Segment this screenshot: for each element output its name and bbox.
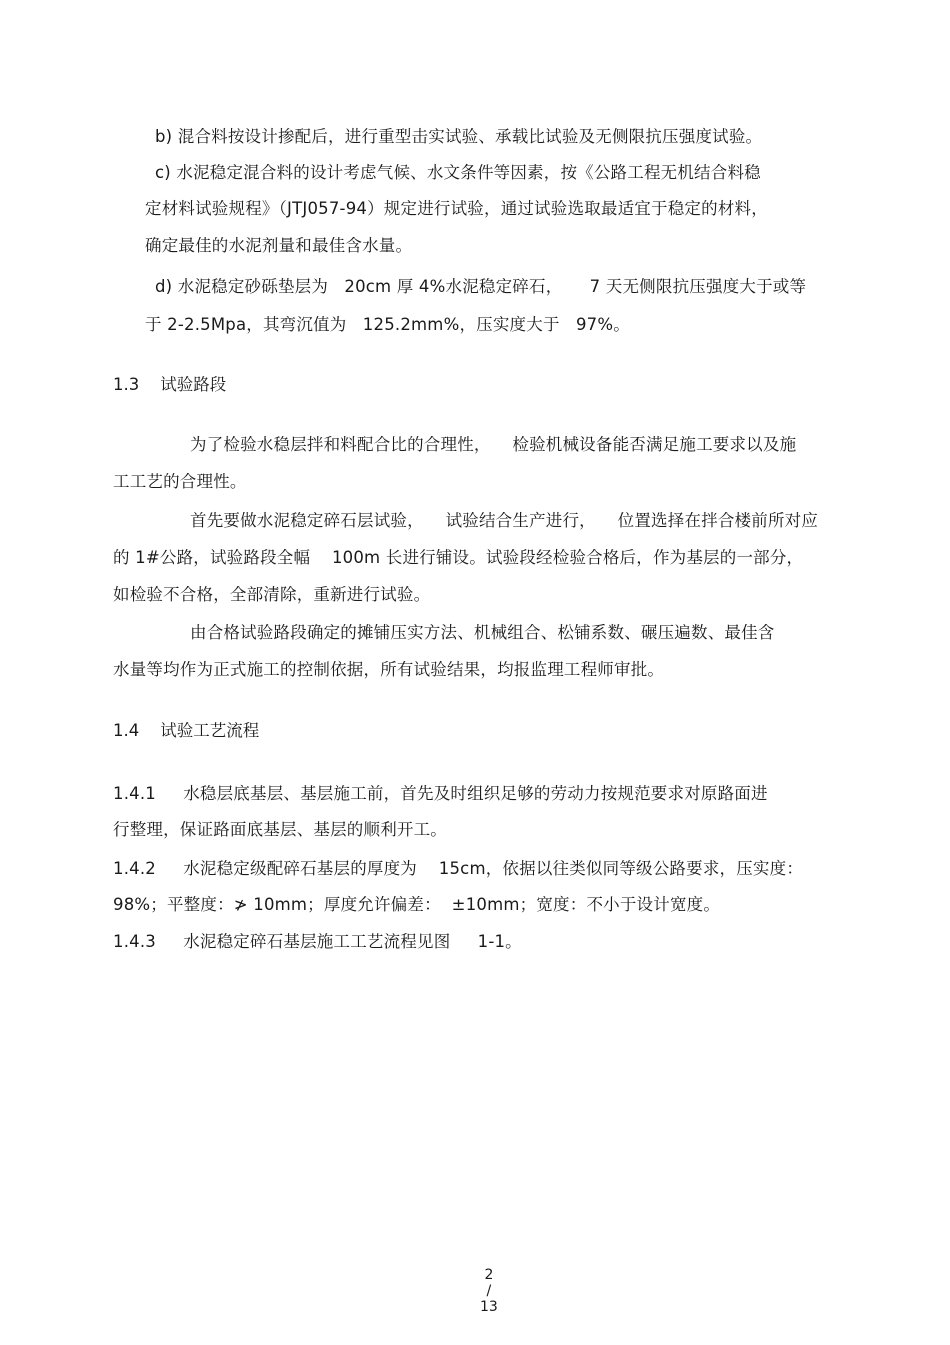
page-total: 13 [479,1299,498,1315]
section-1-4-heading: 1.4 试验工艺流程 [113,721,260,740]
section-1-3-para-3-line-2: 水量等均作为正式施工的控制依据，所有试验结果，均报监理工程师审批。 [113,660,665,679]
section-1-4-3-line-1: 1.4.3 水泥稳定碎石基层施工工艺流程见图 1-1。 [113,932,522,951]
page-number [0,1251,950,1331]
section-1-3-para-2-line-2: 的 1#公路，试验路段全幅 100m 长进行铺设。试验段经检验合格后，作为基层的一部分， [113,548,804,567]
section-1-4-2-line-2: 98%；平整度：≯ 10mm；厚度允许偏差： ±10mm；宽度：不小于设计宽度。 [113,895,721,914]
item-d-line-1: d) 水泥稳定砂砾垫层为 20cm 厚 4%水泥稳定碎石， 7 天无侧限抗压强度大于或等 [155,277,807,296]
item-b-line-1: b) 混合料按设计掺配后，进行重型击实试验、承载比试验及无侧限抗压强度试验。 [155,127,763,146]
section-1-3-para-3-line-1: 由合格试验路段确定的摊铺压实方法、机械组合、松铺系数、碾压遍数、最佳含 [190,623,775,642]
item-c-line-1: c) 水泥稳定混合料的设计考虑气候、水文条件等因素，按《公路工程无机结合料稳 [155,163,761,182]
item-c-line-3: 确定最佳的水泥剂量和最佳含水量。 [145,236,413,255]
section-1-3-para-2-line-3: 如检验不合格，全部清除，重新进行试验。 [113,585,431,604]
item-d-line-2: 于 2-2.5Mpa，其弯沉值为 125.2mm%，压实度大于 97%。 [145,315,630,334]
section-1-4-2-line-1: 1.4.2 水泥稳定级配碎石基层的厚度为 15cm，依据以往类似同等级公路要求，压实度： [113,859,804,878]
page-current: 2 [484,1267,494,1283]
page-separator: / [486,1283,492,1299]
section-1-4-1-line-2: 行整理，保证路面底基层、基层的顺利开工。 [113,820,447,839]
section-1-3-para-1-line-1: 为了检验水稳层拌和料配合比的合理性， 检验机械设备能否满足施工要求以及施 [190,435,797,454]
item-c-line-2: 定材料试验规程》（JTJ057-94）规定进行试验，通过试验选取最适宜于稳定的材料， [145,199,768,218]
section-1-3-heading: 1.3 试验路段 [113,375,227,394]
section-1-3-para-2-line-1: 首先要做水泥稳定碎石层试验， 试验结合生产进行， 位置选择在拌合楼前所对应 [190,511,819,530]
section-1-4-1-line-1: 1.4.1 水稳层底基层、基层施工前，首先及时组织足够的劳动力按规范要求对原路面进 [113,784,768,803]
section-1-3-para-1-line-2: 工工艺的合理性。 [113,472,247,491]
